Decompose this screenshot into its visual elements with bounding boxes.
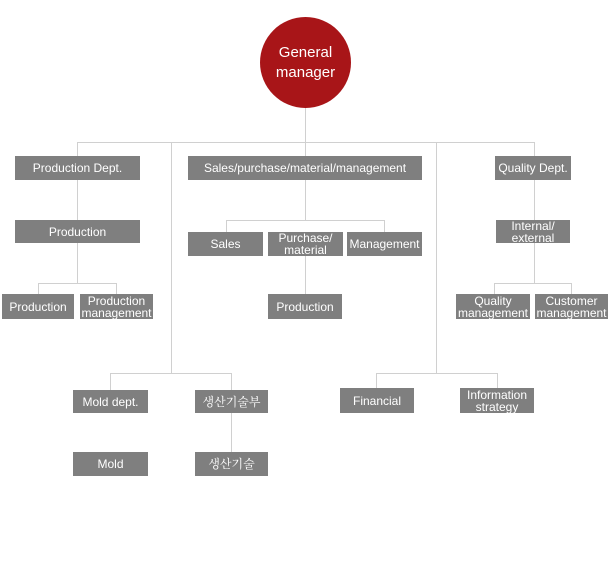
quality-dept-node: Quality Dept. — [495, 156, 571, 180]
production-management-node: Production management — [81, 293, 152, 320]
production-node: Production — [15, 220, 140, 243]
management-node: Management — [347, 232, 422, 256]
sales-purchase-material-management-node: Sales/purchase/material/management — [188, 156, 422, 180]
customer-management-node: Customer management — [536, 293, 607, 320]
purchase-material-node: Purchase/ material — [268, 232, 343, 256]
quality-management-node: Quality management — [457, 293, 529, 320]
production-subnode: Production — [2, 294, 74, 319]
production-dept-node: Production Dept. — [15, 156, 140, 180]
mold-dept-node: Mold dept. — [73, 390, 148, 413]
financial-node: Financial — [340, 388, 414, 413]
production-under-purchase-node: Production — [268, 294, 342, 319]
sales-node: Sales — [188, 232, 263, 256]
production-tech-node: 생산기술 — [195, 452, 268, 476]
internal-external-node: Internal/ external — [496, 220, 570, 243]
production-tech-dept-node: 생산기술부 — [195, 390, 268, 413]
information-strategy-node: Information strategy — [460, 388, 534, 413]
general-manager-node: General manager — [260, 17, 351, 108]
mold-node: Mold — [73, 452, 148, 476]
